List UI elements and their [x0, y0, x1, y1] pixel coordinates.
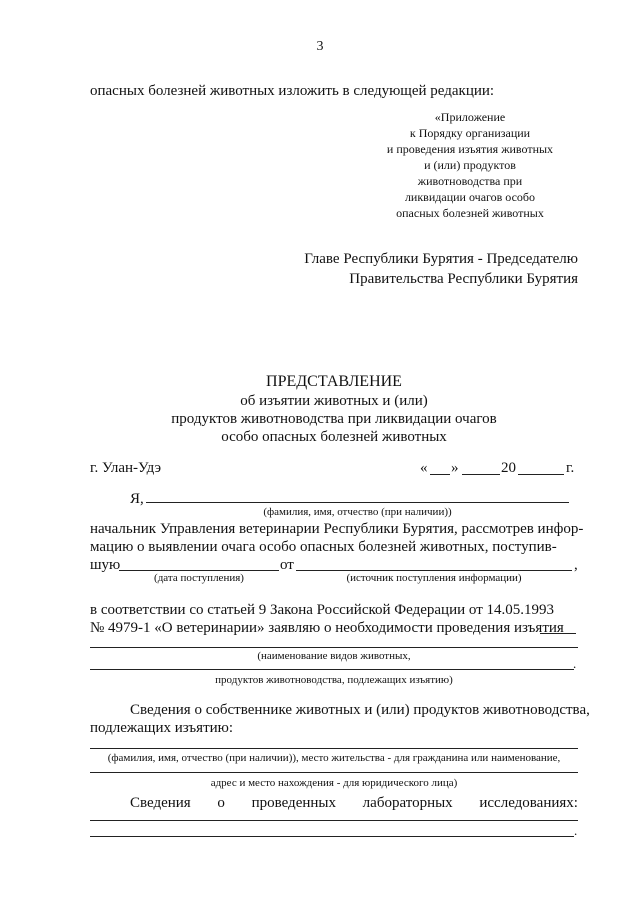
species-period: . [573, 656, 577, 671]
lab-word: проведенных [251, 795, 336, 811]
title-main: ПРЕДСТАВЛЕНИЕ [266, 373, 402, 390]
appendix-line: и проведения изъятия животных [386, 142, 554, 156]
date-year-line [518, 474, 564, 475]
source-caption: (источник поступления информации) [346, 572, 522, 584]
date-month-line [462, 474, 500, 475]
owner-caption-1: (фамилия, имя, отчество (при наличии)), место жительства - для гражданина или наименование, [107, 752, 561, 764]
source-line [296, 570, 572, 571]
addressee-line: Правительства Республики Бурятия [349, 271, 578, 287]
appendix-line: опасных болезней животных [396, 206, 544, 220]
date-year-prefix: 20 [501, 460, 516, 476]
lab-line-blank-2 [90, 836, 574, 837]
species-caption: (наименование видов животных, [257, 650, 411, 662]
body-line-3-prefix: шую [90, 557, 121, 573]
body-line-1: начальник Управления ветеринарии Республики Бурятия, рассмотрев инфор- [90, 521, 584, 537]
declarant-name-line [146, 502, 569, 503]
page-number: 3 [316, 39, 324, 54]
law-line-1: в соответствии со статьей 9 Закона Российской Федерации от 14.05.1993 [90, 602, 554, 618]
title-line: особо опасных болезней животных [221, 429, 447, 445]
species-line-2 [90, 669, 574, 670]
date-received-line [119, 570, 279, 571]
appendix-line: и (или) продуктов [424, 158, 516, 172]
body-line-3-from: от [280, 557, 294, 573]
lab-word: исследованиях: [479, 795, 578, 811]
declarant-name-caption: (фамилия, имя, отчество (при наличии)) [263, 506, 452, 518]
declarant-ya: Я, [130, 491, 144, 507]
lab-word: о [217, 795, 225, 811]
body-line-2: мацию о выявлении очага особо опасных болезней животных, поступив- [90, 539, 557, 555]
addressee-line: Главе Республики Бурятия - Председателю [304, 251, 578, 267]
owner-line-2: подлежащих изъятию: [90, 720, 234, 736]
owner-line-1: Сведения о собственнике животных и (или) продуктов животноводства, [130, 702, 590, 718]
lab-word: Сведения [130, 795, 191, 811]
end-period: . [574, 823, 578, 838]
date-day-line [430, 474, 450, 475]
lab-word: лабораторных [362, 795, 453, 811]
species-line [90, 647, 578, 648]
date-received-caption: (дата поступления) [154, 572, 244, 584]
seizure-line-inline [540, 633, 576, 634]
products-caption: продуктов животноводства, подлежащих изъятию) [215, 674, 453, 686]
title-line: об изъятии животных и (или) [240, 393, 428, 409]
place-label: г. Улан-Удэ [90, 460, 162, 476]
appendix-line: ликвидации очагов особо [404, 190, 536, 204]
intro-line: опасных болезней животных изложить в следующей редакции: [90, 83, 495, 99]
date-close-quote: » [451, 460, 459, 476]
lab-line-blank-1 [90, 820, 578, 821]
appendix-line: животноводства при [417, 174, 523, 188]
appendix-line: к Порядку организации [409, 126, 531, 140]
date-year-suffix: г. [566, 460, 575, 476]
law-line-2: № 4979-1 «О ветеринарии» заявляю о необходимости проведения изъятия [90, 620, 564, 636]
owner-line-2-blank [90, 772, 578, 773]
owner-line [90, 748, 578, 749]
body-line-3-comma: , [574, 557, 578, 573]
date-open-quote: « [420, 460, 428, 476]
appendix-line: «Приложение [434, 110, 506, 124]
lab-line [90, 794, 578, 813]
owner-caption-2: адрес и место нахождения - для юридического лица) [210, 777, 458, 789]
title-line: продуктов животноводства при ликвидации очагов [171, 411, 497, 427]
